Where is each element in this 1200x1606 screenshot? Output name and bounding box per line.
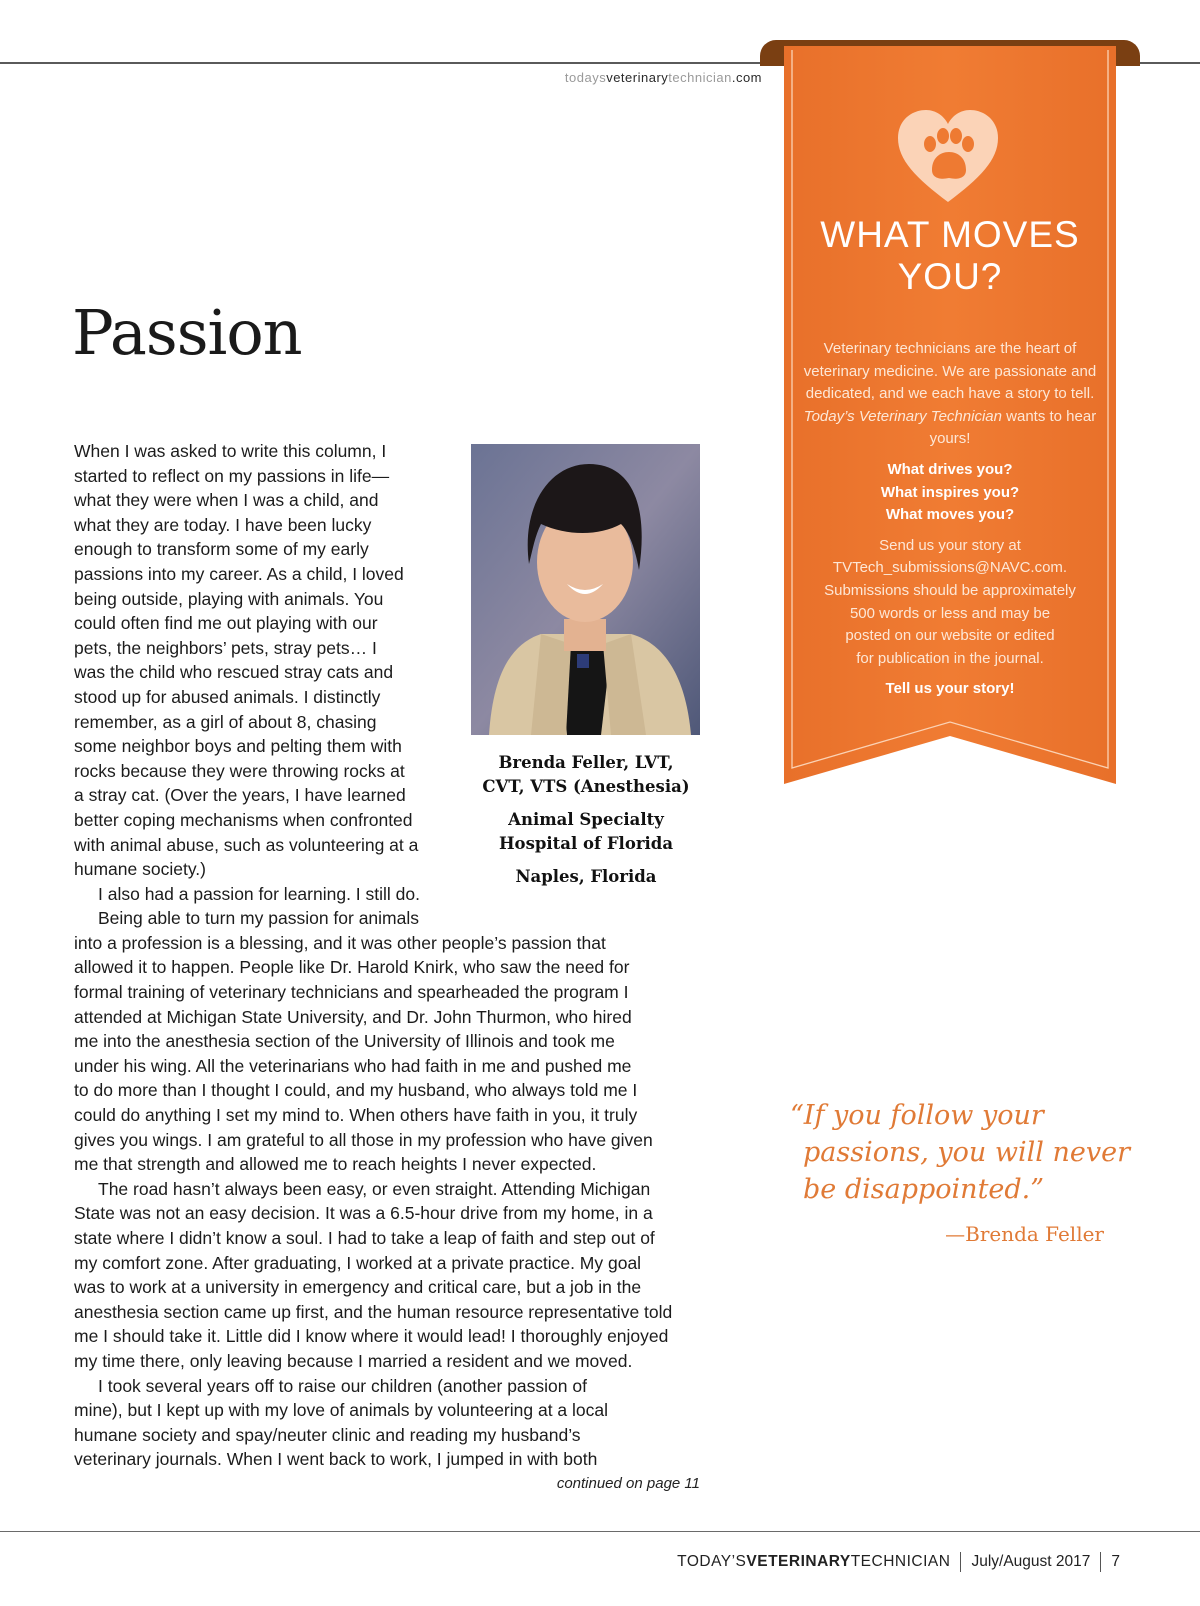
ribbon-send-line: 500 words or less and may be (849, 604, 1051, 622)
ribbon-intro-text: Veterinary technicians are the heart of veterinary medicine. We are passionate and dedicated, and we each have a story to tell. (803, 340, 1097, 403)
body-line: allowed it to happen. People like Dr. Harold Knirk, who saw the need for (74, 957, 630, 978)
body-line: could do anything I set my mind to. When others have faith in you, it truly (74, 1105, 638, 1126)
url-bold: veterinary (606, 70, 669, 85)
pull-quote (790, 1097, 1130, 1208)
body-line: state where I didn’t know a soul. I had to take a leap of faith and step out of (74, 1228, 655, 1248)
body-line: stood up for abused animals. I distinctly (74, 686, 381, 707)
body-line: to do more than I thought I could, and my husband, who always told me I (74, 1080, 638, 1101)
ribbon-question: What inspires you? (880, 483, 1020, 501)
body-line: Being able to turn my passion for animals (98, 908, 419, 929)
pull-quote-line: be disappointed.” (803, 1174, 1045, 1205)
body-line: remember, as a girl of about 8, chasing (74, 711, 377, 732)
pull-quote-line: “If you follow your (790, 1100, 1044, 1131)
body-line: anesthesia section came up first, and the human resource representative told (74, 1301, 673, 1322)
url-middle: technician (668, 70, 732, 85)
body-line: started to reflect on my passions in life— (74, 465, 390, 486)
body-line: a stray cat. (Over the years, I have learned (74, 785, 406, 806)
author-location: Naples, Florida (515, 867, 657, 886)
body-line: formal training of veterinary technicians and spearheaded the program I (74, 982, 629, 1003)
body-line: under his wing. All the veterinarians who had faith in me and pushed me (74, 1055, 632, 1076)
author-name-line: CVT, VTS (Anesthesia) (482, 777, 690, 796)
body-line: humane society.) (74, 859, 206, 880)
body-line: humane society and spay/neuter clinic and reading my husband’s (74, 1424, 581, 1445)
body-line: was the child who rescued stray cats and (74, 662, 394, 683)
body-line: veterinary journals. When I went back to work, I jumped in with both (74, 1449, 598, 1470)
body-line: what they were when I was a child, and (74, 490, 379, 511)
body-line: me into the anesthesia section of the University of Illinois and took me (74, 1031, 615, 1052)
ribbon-questions (802, 459, 1098, 527)
body-line: enough to transform some of my early (74, 539, 369, 560)
body-line: The road hasn’t always been easy, or even straight. Attending Michigan (98, 1178, 651, 1199)
article-body (74, 439, 714, 1472)
publication-name (677, 1553, 950, 1570)
body-line: gives you wings. I am grateful to all those in my profession who have given (74, 1129, 653, 1150)
url-suffix: .com (731, 70, 762, 85)
article-title: Passion (72, 296, 302, 369)
pub-suffix: TECHNICIAN (850, 1553, 951, 1571)
ribbon-intro-italic: Today’s Veterinary Technician (803, 407, 1002, 425)
ribbon-send-info (802, 535, 1098, 671)
body-line: my comfort zone. After graduating, I worked at a private practice. My goal (74, 1252, 642, 1273)
author-org-line: Hospital of Florida (498, 834, 674, 853)
site-url[interactable] (480, 70, 762, 85)
body-line: being outside, playing with animals. You (74, 588, 384, 609)
tell-us-your-story-link[interactable]: Tell us your story! (885, 680, 1015, 698)
body-line: better coping mechanisms when confronted (74, 809, 413, 830)
ribbon-title-line: WHAT MOVES (820, 214, 1080, 255)
body-line: with animal abuse, such as volunteering at a (74, 834, 419, 855)
body-line: mine), but I kept up with my love of animals by volunteering at a local (74, 1400, 609, 1421)
ribbon-send-line: posted on our website or edited (845, 627, 1055, 645)
ribbon-intro-text-2: wants to hear yours! (929, 407, 1097, 448)
body-line: I took several years off to raise our children (another passion of (98, 1375, 587, 1396)
body-line: passions into my career. As a child, I loved (74, 563, 404, 584)
bottom-rule (0, 1531, 1200, 1532)
body-line: into a profession is a blessing, and it was other people’s passion that (74, 932, 606, 953)
body-line: was to work at a university in emergency and critical care, but a job in the (74, 1277, 642, 1298)
ribbon-send-line: Submissions should be approximately (824, 581, 1076, 599)
footer-separator (960, 1552, 961, 1572)
body-line: what they are today. I have been lucky (74, 514, 372, 535)
author-org-line: Animal Specialty (508, 810, 664, 829)
pull-quote-line: passions, you will never (803, 1137, 1130, 1168)
pull-quote-attribution: —Brenda Feller (945, 1222, 1104, 1246)
pub-prefix: TODAY’S (677, 1553, 747, 1571)
body-line: some neighbor boys and pelting them with (74, 736, 402, 757)
author-name-line: Brenda Feller, LVT, (498, 753, 674, 772)
pub-bold: VETERINARY (746, 1553, 851, 1571)
submission-email-link[interactable]: TVTech_submissions@NAVC.com. (832, 559, 1068, 577)
url-prefix: todays (564, 70, 607, 85)
body-line: When I was asked to write this column, I (74, 441, 387, 461)
issue-date: July/August 2017 (971, 1553, 1091, 1571)
footer-separator (1100, 1552, 1101, 1572)
ribbon-send-line: Send us your story at (879, 536, 1021, 554)
ribbon-question: What moves you? (885, 506, 1015, 524)
ribbon-title (784, 214, 1116, 298)
body-line: pets, the neighbors’ pets, stray pets… I (74, 637, 377, 658)
body-line: my time there, only leaving because I married a resident and we moved. (74, 1350, 633, 1371)
body-line: I also had a passion for learning. I still do. (98, 883, 420, 904)
body-line: attended at Michigan State University, and Dr. John Thurmon, who hired (74, 1006, 632, 1027)
continued-link[interactable]: continued on page 11 (556, 1475, 700, 1492)
body-line: me I should take it. Little did I know where it would lead! I thoroughly enjoyed (74, 1326, 669, 1347)
page-number: 7 (1111, 1553, 1120, 1571)
body-line: me that strength and allowed me to reach heights I never expected. (74, 1154, 597, 1175)
footer (560, 1552, 1120, 1572)
ribbon-send-line: for publication in the journal. (856, 649, 1044, 667)
what-moves-you-ribbon (784, 46, 1116, 784)
heart-paw-icon (896, 108, 1000, 206)
body-line: could often find me out playing with our (74, 613, 378, 634)
ribbon-body (802, 338, 1098, 701)
body-line: State was not an easy decision. It was a 6.5-hour drive from my home, in a (74, 1203, 653, 1224)
body-line: rocks because they were throwing rocks at (74, 760, 405, 781)
ribbon-title-line: YOU? (897, 256, 1003, 297)
ribbon-question: What drives you? (887, 460, 1013, 478)
ribbon-intro (802, 338, 1098, 451)
